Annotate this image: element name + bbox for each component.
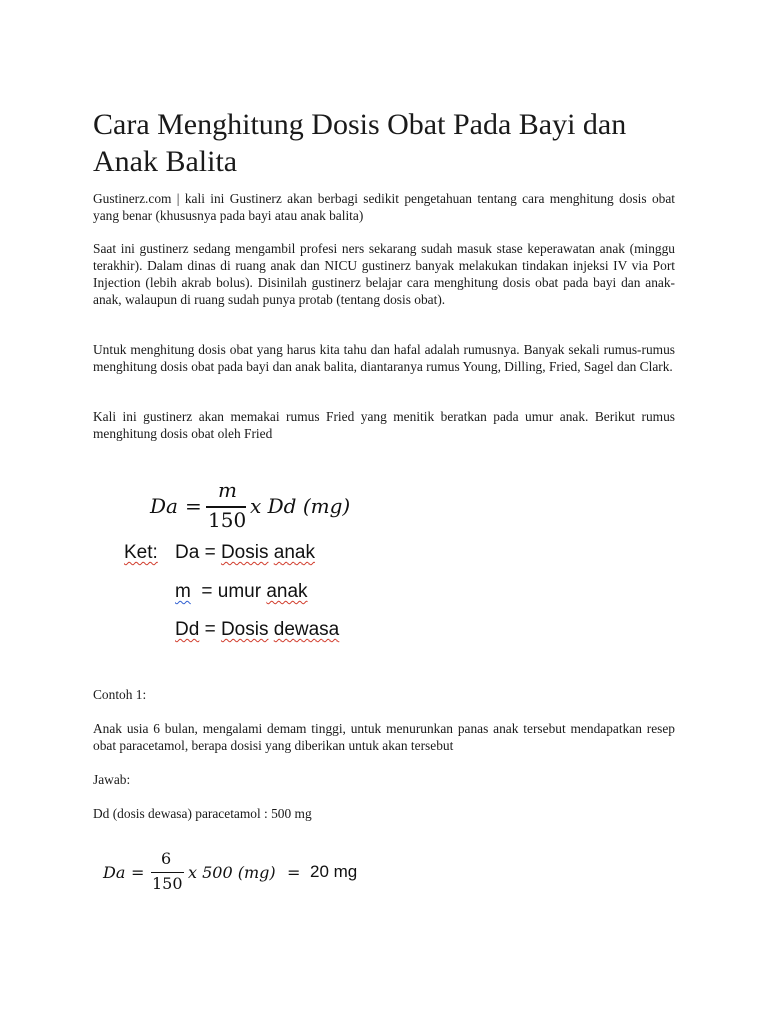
legend-row-dd [175, 619, 339, 641]
paragraph-formulas: Untuk menghitung dosis obat yang harus kita tahu dan hafal adalah rumusnya. Banyak sekali rumus-rumus menghitung dosis obat pada bayi dan anak balita, diantaranya rumus Young, Dilling, Fried, Sagel dan Clark. [93, 342, 675, 374]
legend-word: Dosis [220, 542, 269, 563]
paragraph-fried: Kali ini gustinerz akan memakai rumus Fried yang menitik beratkan pada umur anak. Berikut rumus menghitung dosis obat oleh Fried [93, 409, 675, 441]
legend-word: umur [217, 581, 262, 602]
legend-symbol: Dd [175, 619, 200, 640]
result-denominator: 150 [152, 874, 183, 893]
legend-word: Dosis [220, 619, 269, 640]
legend-symbol: Da [175, 542, 200, 563]
answer-line: Dd (dosis dewasa) paracetamol : 500 mg [93, 806, 312, 821]
legend-symbol: m [175, 581, 191, 602]
result-lhs: Da [103, 863, 126, 882]
result-rest: x 500 (mg) [188, 863, 276, 882]
legend-row-da [175, 542, 315, 564]
formula-lhs: Da [150, 494, 178, 518]
result-numerator: 6 [161, 849, 172, 868]
formula-rest: x Dd (mg) [250, 494, 351, 518]
legend-separator: = [199, 619, 221, 640]
example-text: Anak usia 6 bulan, mengalami demam tinggi, untuk menurunkan panas anak tersebut mendapatkan resep obat paracetamol, berapa dosisi yang diberikan untuk akan tersebut [93, 721, 675, 753]
result-equals-2: = [287, 863, 301, 882]
formula-denominator: 150 [208, 508, 247, 532]
page-title: Cara Menghitung Dosis Obat Pada Bayi dan Anak Balita [93, 108, 627, 178]
result-fraction-bar [151, 872, 184, 873]
legend-ket-label: Ket: [124, 542, 158, 563]
answer-label: Jawab: [93, 772, 131, 787]
legend-separator: = [190, 581, 218, 602]
result-value: 20 mg [310, 862, 358, 881]
formula-equals: = [185, 494, 202, 518]
example-label: Contoh 1: [93, 687, 147, 702]
legend-word: anak [266, 581, 308, 602]
legend-word: dewasa [273, 619, 340, 640]
legend-separator: = [199, 542, 221, 563]
legend-word: anak [273, 542, 315, 563]
result-equals: = [131, 863, 145, 882]
legend-row-m [175, 581, 308, 603]
paragraph-intro: Gustinerz.com | kali ini Gustinerz akan berbagi sedikit pengetahuan tentang cara menghitung dosis obat yang benar (khususnya pada bayi atau anak balita) [93, 191, 675, 223]
paragraph-context: Saat ini gustinerz sedang mengambil profesi ners sekarang sudah masuk stase keperawatan anak (minggu terakhir). Dalam dinas di ruang anak dan NICU gustinerz banyak melakukan tindakan injeksi IV via Port Injection (lebih akrab bolus). Disinilah gustinerz belajar cara menghitung dosis obat pada bayi dan anak-anak, walaupun di ruang sudah punya protab (tentang dosis obat). [93, 241, 675, 307]
formula-numerator: m [218, 478, 237, 502]
